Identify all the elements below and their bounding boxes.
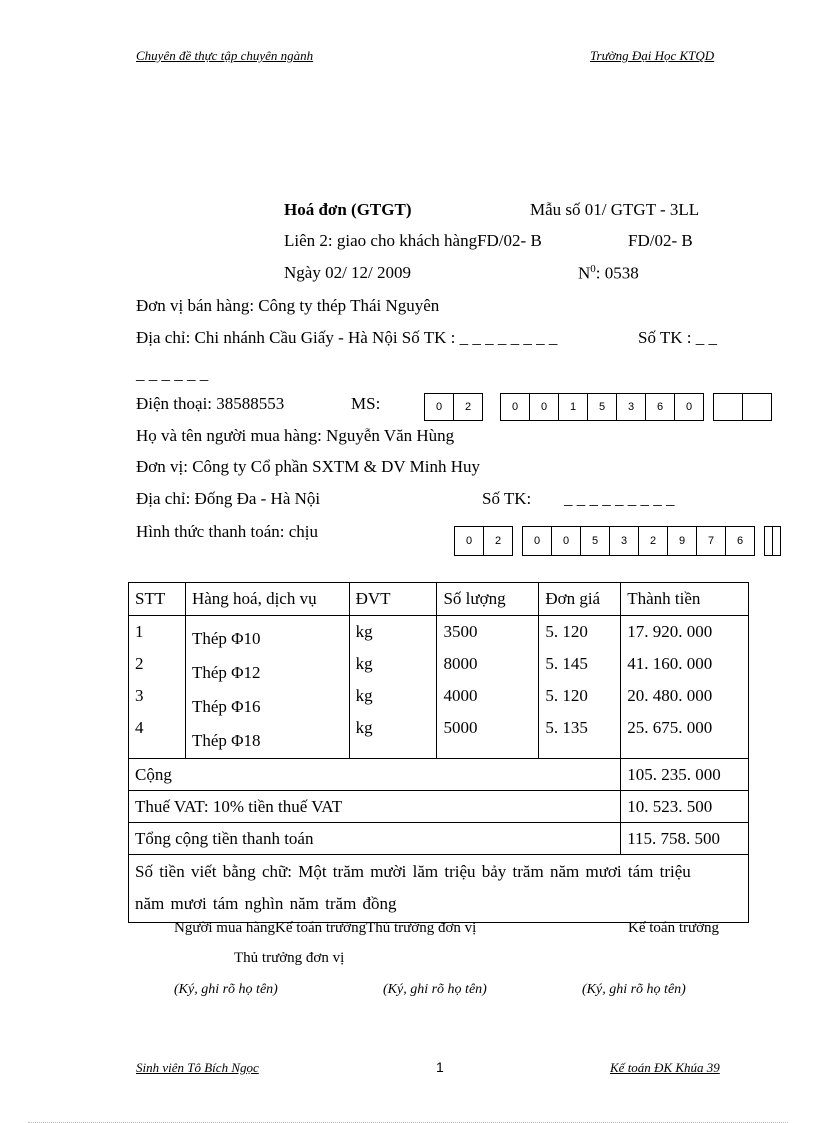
buyer-account-label: Số TK: [482,489,532,508]
seller-address: Địa chỉ: Chi nhánh Cầu Giấy - Hà Nội Số TK : _ _ _ _ _ _ _ _ [136,328,558,347]
header-cell: ĐVT [349,583,437,616]
table-cell: Thép Φ18 [191,731,261,750]
seller-account-cont: _ _ _ _ _ _ [136,364,209,383]
unit-column [349,616,437,759]
payment-method: Hình thức thanh toán: chịu [136,522,319,541]
amount-in-words [129,855,749,923]
table-items-row [129,616,749,759]
table-cell: 5000 [443,718,478,737]
digit-cell: 2 [638,527,667,555]
digit-cell: 6 [725,527,754,555]
seller-unit: Đơn vị bán hàng: Công ty thép Thái Nguyên [136,296,440,315]
stt-column [129,616,186,759]
digit-cell: 2 [453,394,482,420]
page-footer-right: Kế toán ĐK Khúa 39 [610,1060,720,1075]
digit-cell: 0 [529,394,558,420]
vat-label: Thuế VAT: 10% tiền thuế VAT [129,791,621,823]
invoice-table [128,582,749,923]
digit-cell: 5 [587,394,616,420]
buyer-tax-group-a [454,526,513,556]
invoice-series: FD/02- B [628,231,693,250]
header-cell: Đơn giá [539,583,621,616]
buyer-tax-code [454,526,781,556]
digit-cell [765,527,772,555]
table-cell: kg [355,622,373,641]
table-cell: Thép Φ16 [191,697,261,716]
invoice-title: Hoá đơn [284,200,347,219]
table-cell: 4000 [443,686,478,705]
digit-cell: 1 [558,394,587,420]
seller-tax-code [424,393,772,421]
digit-cell: 2 [483,527,512,555]
price-column [539,616,621,759]
amount-in-words-line1: Số tiền viết bằng chữ: Một trăm mười lăm triệu bảy trăm năm mươi tám triệu [135,862,691,881]
subtotal-value: 105. 235. 000 [621,759,749,791]
signature-title-line2: Thủ trưởng đơn vị [234,950,345,966]
header-cell: Hàng hoá, dịch vụ [185,583,349,616]
buyer-address: Địa chỉ: Đống Đa - Hà Nội [136,489,321,508]
digit-cell: 0 [511,401,519,413]
table-cell: 8000 [443,654,478,673]
table-cell: 3 [135,686,144,705]
page-footer-left: Sinh viên Tô Bích Ngọc [136,1060,259,1075]
signature-title-right: Kế toán trưởng [628,920,720,936]
table-cell: 4 [135,718,144,737]
digit-cell [742,394,771,420]
invoice-date: Ngày 02/ 12/ 2009 [284,263,412,282]
vat-value: 10. 523. 500 [621,791,749,823]
subtotal-row [129,759,749,791]
copy-line: Liên 2: giao cho khách hàngFD/02- B [284,231,542,250]
qty-column [437,616,539,759]
header-cell: Số lượng [437,583,539,616]
invoice-number-value: : 0538 [595,263,639,283]
page-header-left: Chuyên đề thực tập chuyên ngành [136,48,314,63]
buyer-name: Họ và tên người mua hàng: Nguyễn Văn Hùng [136,426,455,445]
digit-cell: 0 [551,527,580,555]
seller-tax-group-a [424,393,483,421]
table-cell: 5. 145 [545,654,588,673]
signature-note: (Ký, ghi rõ họ tên) [582,982,686,997]
table-cell: 41. 160. 000 [627,654,713,673]
table-cell: kg [355,654,373,673]
digit-cell: 3 [616,394,645,420]
digit-cell: 0 [435,401,443,413]
amount-column [621,616,749,759]
table-cell: 17. 920. 000 [627,622,713,641]
seller-tax-group-c [713,393,772,421]
page-header-right: Trường Đại Học KTQD [590,48,715,63]
invoice-title-block [284,200,412,220]
digit-cell [772,527,780,555]
table-header-row [129,583,749,616]
amount-in-words-line2: năm mươi tám nghìn năm trăm đồng [135,894,397,913]
digit-cell [714,394,742,420]
table-cell: 5. 120 [545,686,588,705]
seller-tax-group-b [500,393,704,421]
table-cell: 5. 135 [545,718,588,737]
table-cell: kg [355,718,373,737]
total-label: Tổng cộng tiền thanh toán [129,823,621,855]
signature-titles: Người mua hàngKế toán trưởngThủ trưởng đơn vị [174,920,477,936]
digit-cell: 7 [696,527,725,555]
seller-tax-label: MS: [351,394,381,413]
signature-note: (Ký, ghi rõ họ tên) [383,982,487,997]
table-cell: 20. 480. 000 [627,686,713,705]
table-cell: 5. 120 [545,622,588,641]
table-cell: 1 [135,622,144,641]
table-cell: 25. 675. 000 [627,718,713,737]
header-cell: STT [129,583,186,616]
subtotal-label: Cộng [129,759,621,791]
buyer-tax-group-b [522,526,755,556]
buyer-unit: Đơn vị: Công ty Cổ phần SXTM & DV Minh Huy [136,457,480,476]
digit-cell: 6 [645,394,674,420]
header-cell: Thành tiền [621,583,749,616]
buyer-tax-group-c [764,526,781,556]
signature-note: (Ký, ghi rõ họ tên) [174,982,278,997]
digit-cell: 0 [674,394,703,420]
amount-in-words-row [129,855,749,923]
invoice-number [578,263,639,284]
digit-cell: 0 [533,535,541,547]
total-value: 115. 758. 500 [621,823,749,855]
table-cell: 3500 [443,622,478,641]
seller-account: Số TK : _ _ [638,328,718,347]
item-column [185,616,349,759]
digit-cell: 5 [580,527,609,555]
table-cell: Thép Φ10 [191,629,261,648]
page-number: 1 [436,1059,444,1075]
form-number: Mẫu số 01/ GTGT - 3LL [530,200,700,219]
digit-cell: 9 [667,527,696,555]
total-row [129,823,749,855]
invoice-number-sup: 0 [590,263,596,275]
digit-cell: 0 [465,535,473,547]
vat-row [129,791,749,823]
invoice-number-label: N [578,263,591,283]
invoice-title-suffix: (GTGT) [351,200,412,219]
buyer-account-value: _ _ _ _ _ _ _ _ _ [564,489,675,508]
table-cell: 2 [135,654,144,673]
table-cell: Thép Φ12 [191,663,261,682]
table-cell: kg [355,686,373,705]
digit-cell: 3 [609,527,638,555]
seller-phone: Điện thoại: 38588553 [136,394,285,413]
